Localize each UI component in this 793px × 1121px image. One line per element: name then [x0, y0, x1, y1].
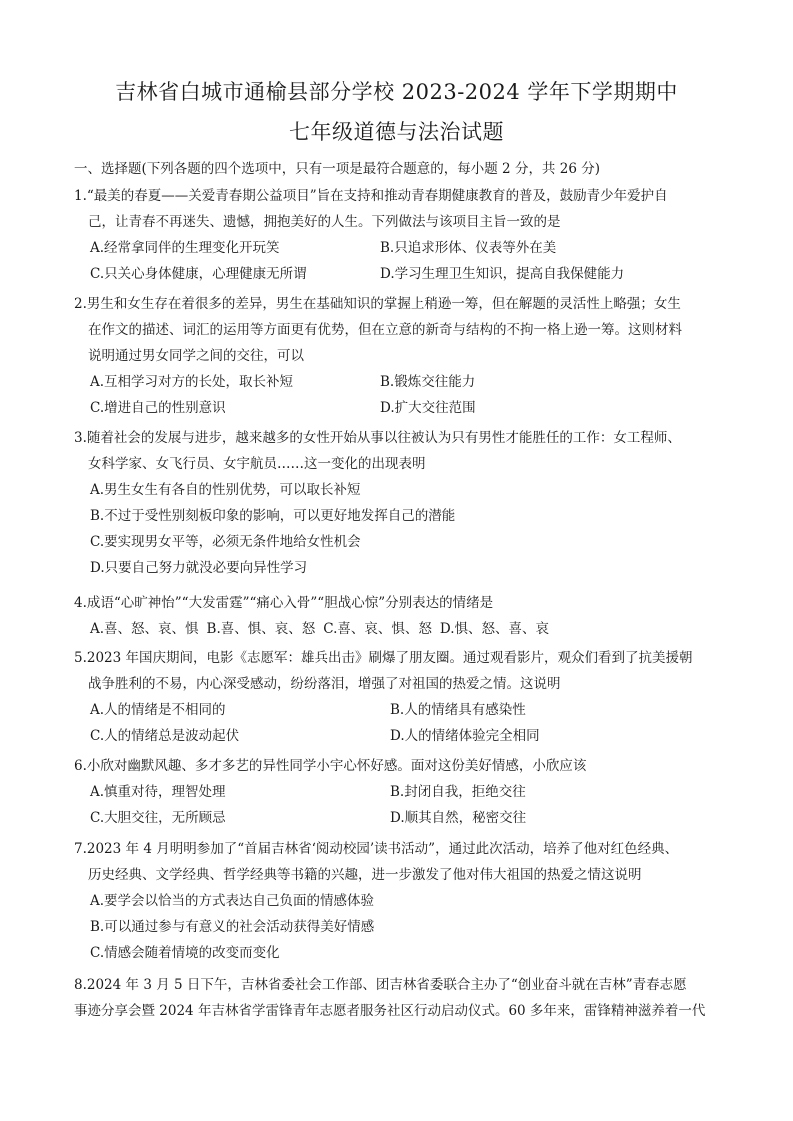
option-c: C.人的情绪总是波动起伏: [90, 728, 240, 744]
option-b: B.人的情绪具有感染性: [390, 702, 526, 718]
question-3: [74, 425, 734, 581]
option-a: A.喜、怒、哀、惧: [90, 621, 199, 637]
question-stem: 2.男生和女生存在着很多的差异，男生在基础知识的掌握上稍逊一筹，但在解题的灵活性上略强；女生: [74, 296, 681, 312]
option-b: B.喜、惧、哀、怒: [206, 621, 316, 637]
question-stem: 4.成语“心旷神怡”“大发雷霆”“痛心入骨”“胆战心惊”分别表达的情绪是: [74, 595, 494, 611]
option-a: A.人的情绪是不相同的: [90, 702, 226, 718]
question-stem: 事迹分享会暨 2024 年吉林省学雷锋青年志愿者服务社区行动启动仪式。60 多年来，雷锋精神滋养着一代: [74, 1003, 706, 1019]
option-b: B.可以通过参与有意义的社会活动获得美好情感: [90, 919, 375, 935]
option-b: B.锻炼交往能力: [380, 374, 476, 390]
question-stem: 战争胜利的不易，内心深受感动，纷纷落泪，增强了对祖国的热爱之情。这说明: [88, 676, 561, 692]
question-stem: 女科学家、女飞行员、女宇航员……这一变化的出现表明: [88, 456, 426, 472]
option-a: A.男生女生有各自的性别优势，可以取长补短: [90, 482, 361, 498]
option-c: C.增进自己的性别意识: [90, 400, 226, 416]
option-c: C.情感会随着情境的改变而变化: [90, 945, 280, 961]
question-stem: 历史经典、文学经典、哲学经典等书籍的兴趣，进一步激发了他对伟大祖国的热爱之情这说明: [88, 867, 642, 883]
option-b: B.只追求形体、仪表等外在美: [380, 240, 557, 256]
option-d: D.惧、怒、喜、哀: [439, 621, 550, 637]
question-stem: 己，让青春不再迷失、遗憾，拥抱美好的人生。下列做法与该项目主旨一致的是: [88, 214, 561, 230]
option-a: A.经常拿同伴的生理变化开玩笑: [90, 240, 280, 256]
option-a: A.要学会以恰当的方式表达自己负面的情感体验: [90, 893, 375, 909]
option-d: D.只要自己努力就没必要向异性学习: [90, 560, 308, 576]
option-c: C.要实现男女平等，必须无条件地给女性机会: [90, 534, 361, 550]
option-c: C.只关心身体健康，心理健康无所谓: [90, 266, 307, 282]
option-b: B.封闭自我，拒绝交往: [390, 784, 526, 800]
option-d: D.顺其自然，秘密交往: [390, 810, 527, 826]
question-stem: 3.随着社会的发展与进步，越来越多的女性开始从事以往被认为只有男性才能胜任的工作：女工程师、: [74, 430, 681, 446]
option-d: D.学习生理卫生知识，提高自我保健能力: [380, 266, 625, 282]
question-stem: 1.“最美的春夏——关爱青春期公益项目”旨在支持和推动青春期健康教育的普及，鼓励青少年爱护自: [74, 188, 668, 204]
option-c: C.喜、哀、惧、怒: [323, 621, 432, 637]
question-8: [74, 972, 734, 1024]
question-stem: 说明通过男女同学之间的交往，可以: [88, 348, 304, 364]
question-5: [74, 645, 734, 749]
question-stem: 6.小欣对幽默风趣、多才多艺的异性同学小宇心怀好感。面对这份美好情感，小欣应该: [74, 758, 587, 774]
question-stem: 5.2023 年国庆期间，电影《志愿军：雄兵出击》刷爆了朋友圈。通过观看影片，观众们看到了抗美援朝: [74, 650, 693, 666]
option-a: A.慎重对待，理智处理: [90, 784, 226, 800]
question-6: [74, 753, 734, 831]
option-d: D.扩大交往范围: [380, 400, 476, 416]
exam-title-line2: 七年级道德与法治试题: [289, 120, 504, 144]
question-stem: 7.2023 年 4 月明明参加了“首届吉林省‘阅动校园’读书活动”，通过此次活动，培养了他对红色经典、: [74, 841, 679, 857]
question-7: [74, 836, 734, 966]
question-stem: 8.2024 年 3 月 5 日下午，吉林省委社会工作部、团吉林省委联合主办了“创业奋斗就在吉林”青春志愿: [74, 977, 687, 993]
question-4: [74, 590, 734, 642]
question-stem: 在作文的描述、词汇的运用等方面更有优势，但在立意的新奇与结构的不拘一格上逊一筹。这则材料: [88, 322, 682, 338]
option-d: D.人的情绪体验完全相同: [390, 728, 540, 744]
exam-title-line1: 吉林省白城市通榆县部分学校 2023-2024 学年下学期期中: [115, 80, 678, 104]
option-c: C.大胆交往，无所顾忌: [90, 810, 226, 826]
option-a: A.互相学习对方的长处，取长补短: [90, 374, 294, 390]
question-2: [74, 291, 734, 421]
option-b: B.不过于受性别刻板印象的影响，可以更好地发挥自己的潜能: [90, 508, 456, 524]
section-heading: 一、选择题(下列各题的四个选项中，只有一项是最符合题意的，每小题 2 分，共 26 分): [74, 161, 600, 177]
question-1: [74, 183, 734, 287]
